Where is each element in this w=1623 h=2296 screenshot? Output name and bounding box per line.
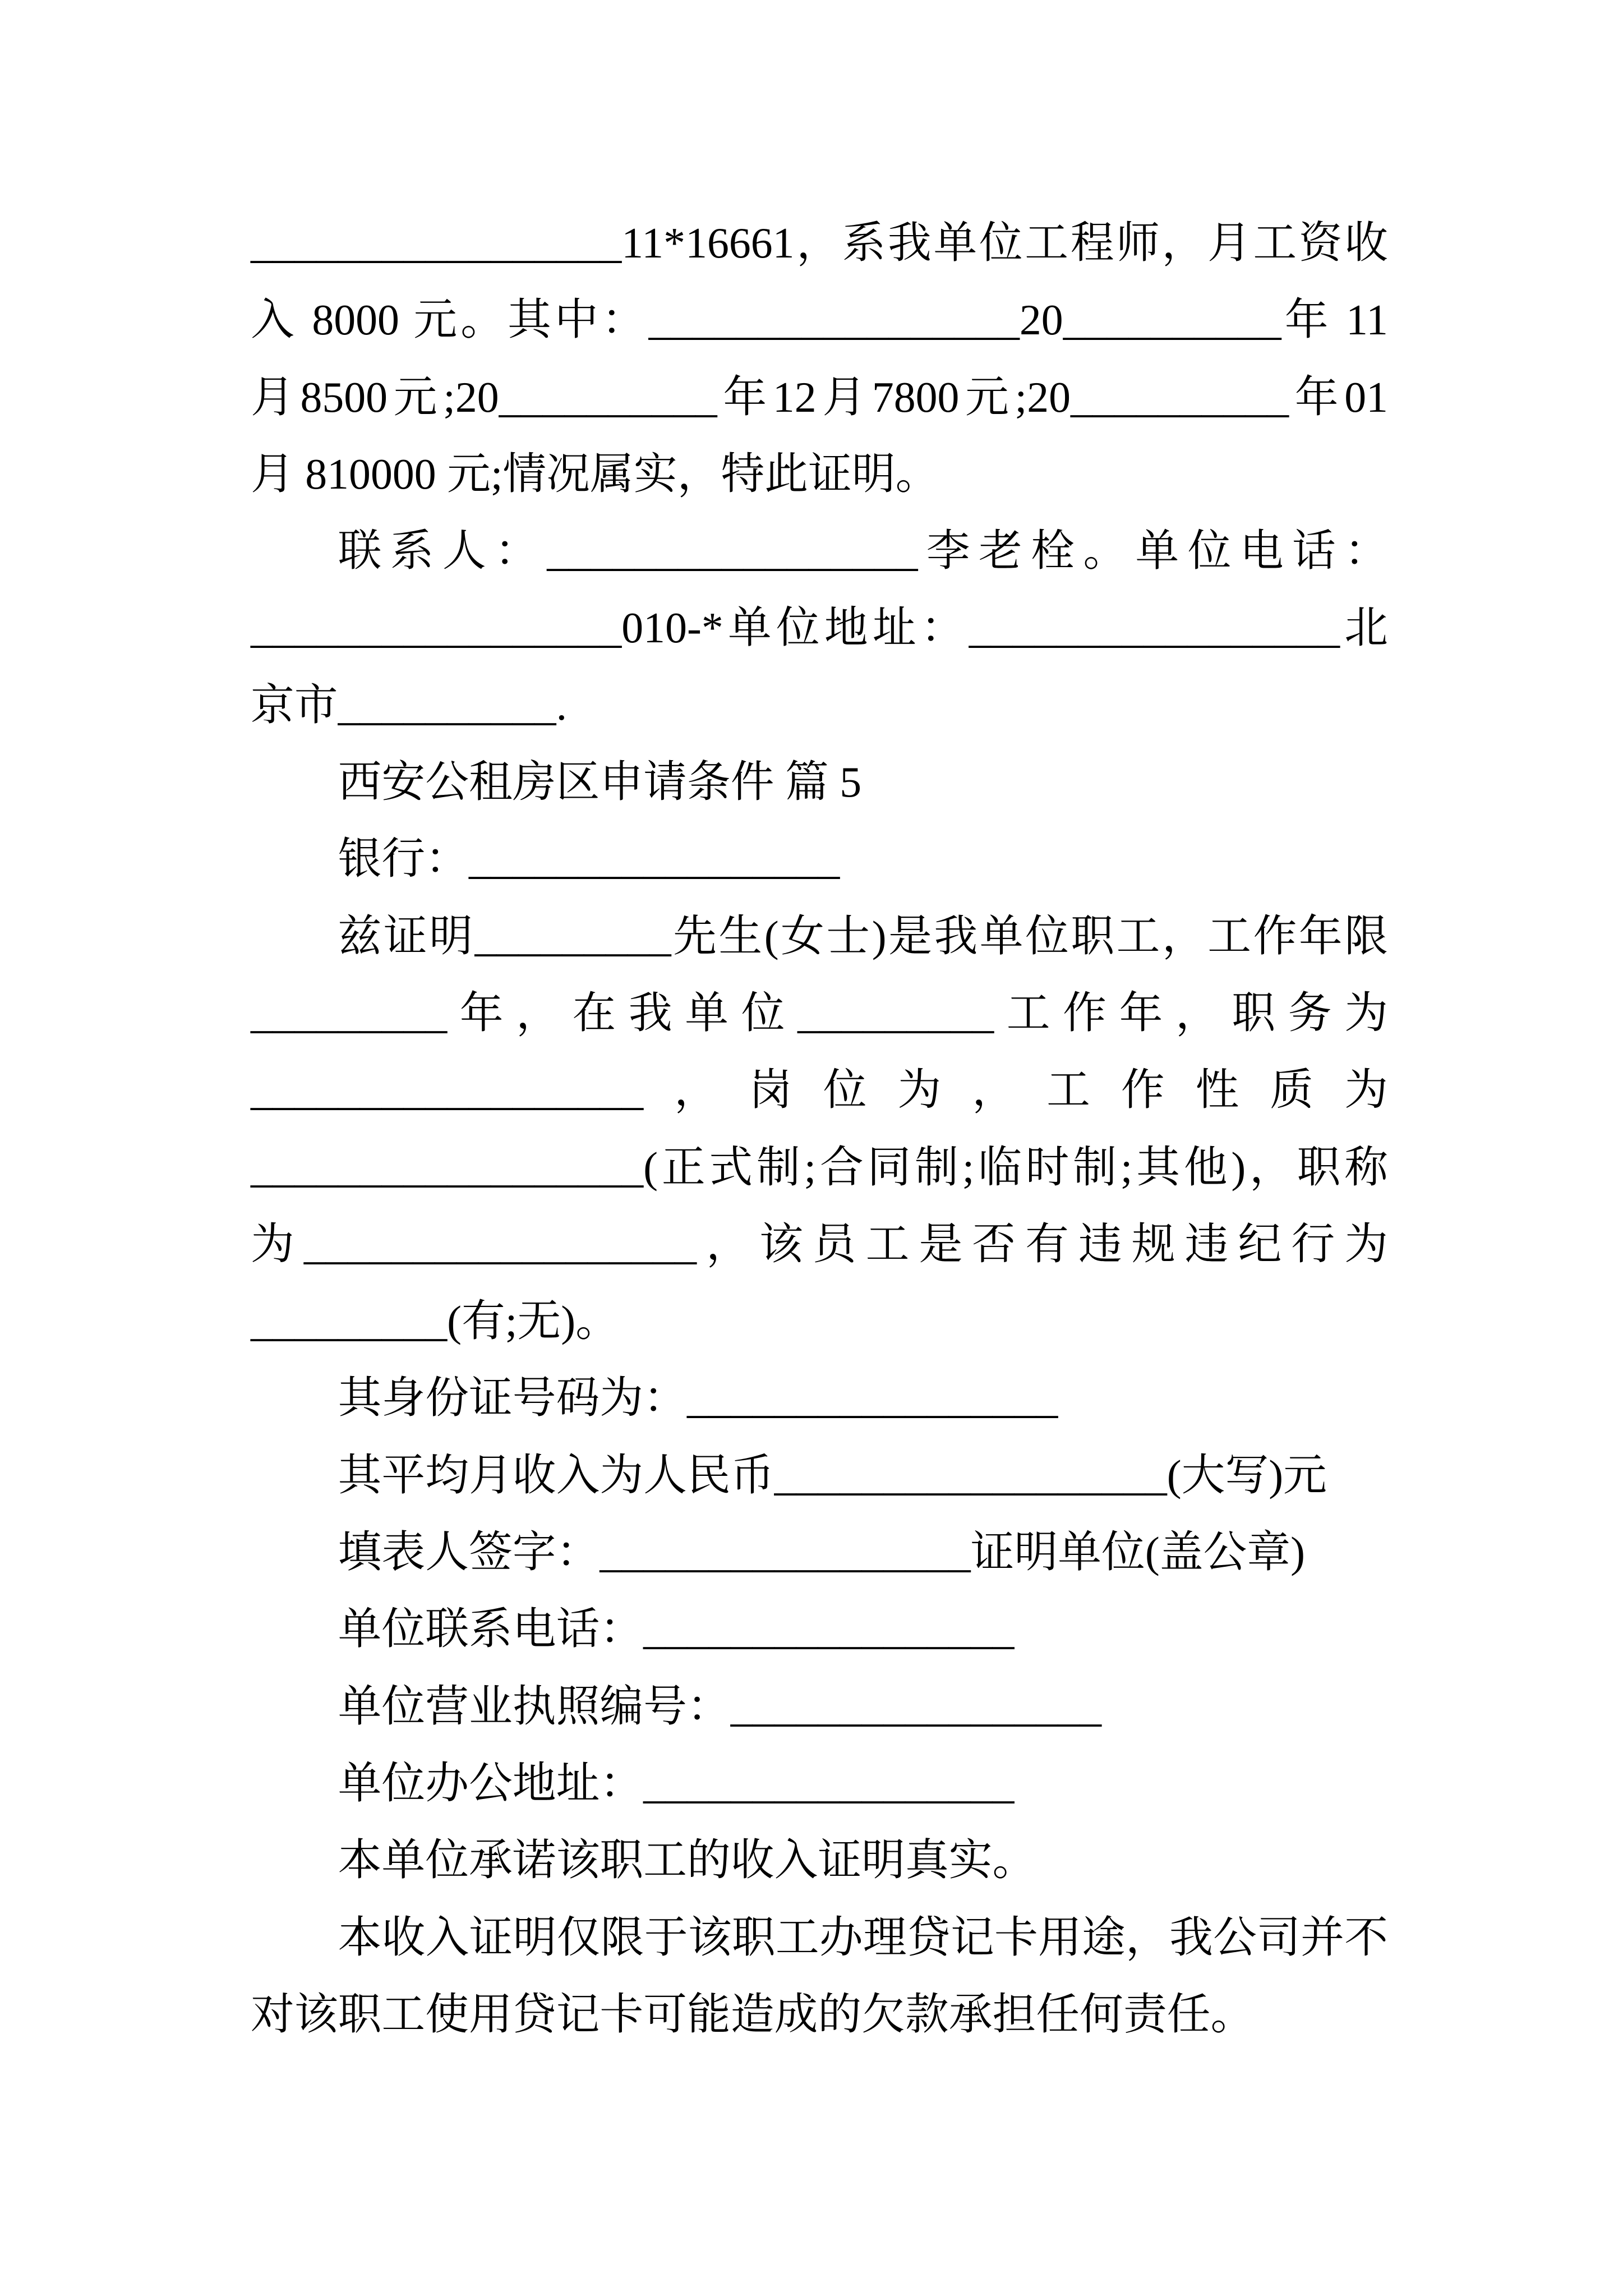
paragraph	[251, 1822, 1388, 1899]
text-line: 入 8000 元。其中：_________________20__________年 11	[251, 296, 1388, 344]
office-address-line: 单位办公地址：_________________	[338, 1759, 1015, 1807]
business-license-line: 单位营业执照编号：_________________	[338, 1682, 1102, 1731]
document-body	[251, 205, 1388, 2053]
disclaimer-line: 本收入证明仅限于该职工办理贷记卡用途，我公司并不	[338, 1913, 1388, 1962]
text-line: __________________(正式制;合同制;临时制;其他)，职称	[251, 1143, 1388, 1191]
text-line: 为__________________，该员工是否有违规违纪行为	[251, 1220, 1388, 1268]
paragraph	[251, 1437, 1388, 1514]
text-line: _________年，在我单位_________工作年，职务为	[251, 988, 1388, 1037]
monthly-income-line: 其平均月收入为人民币__________________(大写)元	[338, 1451, 1327, 1499]
paragraph	[251, 1514, 1388, 1591]
text-line: 联系人：_________________李老栓。单位电话：	[338, 527, 1388, 576]
paragraph	[251, 821, 1388, 898]
bank-line: 银行：_________________	[338, 835, 840, 884]
text-line: _________________010-*单位地址：_________________北	[251, 604, 1388, 652]
text-line: __________________，岗位为，工作性质为	[251, 1066, 1388, 1115]
id-number-line: 其身份证号码为：_________________	[338, 1374, 1058, 1423]
paragraph	[251, 205, 1388, 513]
text-line: 兹证明_________先生(女士)是我单位职工，工作年限	[338, 912, 1388, 960]
paragraph	[251, 1591, 1388, 1668]
section-heading-block	[251, 744, 1388, 821]
section-heading: 西安公租房区申请条件 篇 5	[338, 758, 862, 807]
text-line: _________________11*16661，系我单位工程师，月工资收	[251, 219, 1388, 267]
paragraph	[251, 1745, 1388, 1822]
paragraph	[251, 1899, 1388, 2054]
text-line: 京市__________.	[251, 680, 568, 729]
paragraph	[251, 1668, 1388, 1745]
text-line: 月 810000 元;情况属实，特此证明。	[251, 449, 939, 498]
company-phone-line: 单位联系电话：_________________	[338, 1605, 1015, 1654]
paragraph	[251, 1360, 1388, 1437]
disclaimer-line: 对该职工使用贷记卡可能造成的欠款承担任何责任。	[251, 1990, 1255, 2039]
paragraph	[251, 898, 1388, 1360]
signature-line: 填表人签字：_________________证明单位(盖公章)	[338, 1528, 1306, 1577]
paragraph	[251, 513, 1388, 744]
text-line: 月8500元;20__________年12月7800元;20__________年01	[251, 372, 1388, 421]
text-line: _________(有;无)。	[251, 1297, 619, 1346]
commitment-line: 本单位承诺该职工的收入证明真实。	[338, 1836, 1036, 1885]
